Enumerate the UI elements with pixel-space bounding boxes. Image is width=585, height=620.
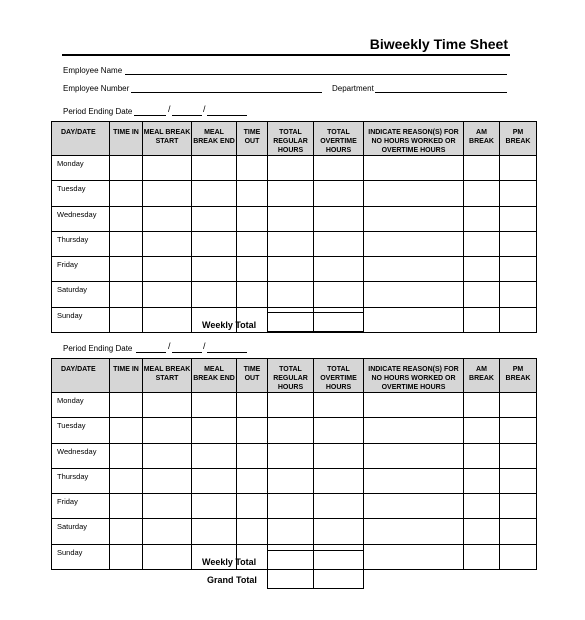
weekly-total-row xyxy=(267,312,364,332)
employee-number-label: Employee Number xyxy=(63,84,130,93)
entry-cell[interactable] xyxy=(464,443,500,468)
column-header: TOTAL OVERTIME HOURS xyxy=(314,122,364,156)
entry-cell[interactable] xyxy=(500,282,537,307)
weekly-overtime-hours-cell[interactable] xyxy=(314,551,364,570)
entry-cell[interactable] xyxy=(237,231,268,256)
entry-cell[interactable] xyxy=(110,181,143,206)
entry-cell[interactable] xyxy=(192,494,237,519)
entry-cell[interactable] xyxy=(464,282,500,307)
week-2-table xyxy=(51,358,537,570)
page-title: Biweekly Time Sheet xyxy=(369,36,508,52)
date-slash: / xyxy=(168,341,171,351)
column-header: INDICATE REASON(S) FOR NO HOURS WORKED OR OVERTIME HOURS xyxy=(364,359,464,393)
entry-cell[interactable] xyxy=(314,156,364,181)
entry-cell[interactable] xyxy=(192,181,237,206)
entry-cell[interactable] xyxy=(314,468,364,493)
entry-cell[interactable] xyxy=(143,519,192,544)
entry-cell[interactable] xyxy=(364,307,464,332)
entry-cell[interactable] xyxy=(268,494,314,519)
column-header: TOTAL REGULAR HOURS xyxy=(268,359,314,393)
column-header: MEAL BREAK END xyxy=(192,122,237,156)
entry-cell[interactable] xyxy=(314,519,364,544)
entry-cell[interactable] xyxy=(500,443,537,468)
day-row xyxy=(52,181,537,206)
column-header: TIME OUT xyxy=(237,122,268,156)
entry-cell[interactable] xyxy=(500,181,537,206)
department-field[interactable] xyxy=(375,92,507,93)
department-label: Department xyxy=(332,84,374,93)
entry-cell[interactable] xyxy=(464,307,500,332)
period-month-field[interactable] xyxy=(134,115,166,116)
entry-cell[interactable] xyxy=(143,307,192,332)
day-label: Saturday xyxy=(52,519,110,544)
day-label: Thursday xyxy=(52,231,110,256)
day-label: Tuesday xyxy=(52,418,110,443)
column-header: MEAL BREAK START xyxy=(143,122,192,156)
entry-cell[interactable] xyxy=(237,156,268,181)
entry-cell[interactable] xyxy=(268,468,314,493)
entry-cell[interactable] xyxy=(143,206,192,231)
entry-cell[interactable] xyxy=(110,393,143,418)
entry-cell[interactable] xyxy=(192,257,237,282)
entry-cell[interactable] xyxy=(364,443,464,468)
entry-cell[interactable] xyxy=(464,206,500,231)
day-row xyxy=(52,231,537,256)
period-month-field[interactable] xyxy=(136,352,166,353)
entry-cell[interactable] xyxy=(192,156,237,181)
entry-cell[interactable] xyxy=(500,156,537,181)
entry-cell[interactable] xyxy=(143,231,192,256)
period-year-field[interactable] xyxy=(207,352,247,353)
entry-cell[interactable] xyxy=(268,443,314,468)
entry-cell[interactable] xyxy=(143,494,192,519)
date-slash: / xyxy=(203,341,206,351)
entry-cell[interactable] xyxy=(143,181,192,206)
entry-cell[interactable] xyxy=(110,257,143,282)
day-row xyxy=(52,257,537,282)
entry-cell[interactable] xyxy=(314,206,364,231)
entry-cell[interactable] xyxy=(314,181,364,206)
day-label: Sunday xyxy=(52,544,110,569)
date-slash: / xyxy=(203,104,206,114)
week-1-table xyxy=(51,121,537,333)
day-row xyxy=(52,156,537,181)
day-row xyxy=(52,494,537,519)
entry-cell[interactable] xyxy=(237,181,268,206)
entry-cell[interactable] xyxy=(364,156,464,181)
column-header: PM BREAK xyxy=(500,359,537,393)
day-label: Thursday xyxy=(52,468,110,493)
entry-cell[interactable] xyxy=(192,519,237,544)
entry-cell[interactable] xyxy=(500,257,537,282)
entry-cell[interactable] xyxy=(364,181,464,206)
entry-cell[interactable] xyxy=(268,519,314,544)
entry-cell[interactable] xyxy=(314,393,364,418)
entry-cell[interactable] xyxy=(237,282,268,307)
day-label: Saturday xyxy=(52,282,110,307)
entry-cell[interactable] xyxy=(364,206,464,231)
day-row xyxy=(52,282,537,307)
entry-cell[interactable] xyxy=(110,282,143,307)
entry-cell[interactable] xyxy=(500,418,537,443)
entry-cell[interactable] xyxy=(464,231,500,256)
column-header: PM BREAK xyxy=(500,122,537,156)
entry-cell[interactable] xyxy=(268,418,314,443)
column-header: DAY/DATE xyxy=(52,359,110,393)
entry-cell[interactable] xyxy=(464,519,500,544)
entry-cell[interactable] xyxy=(143,257,192,282)
day-label: Monday xyxy=(52,393,110,418)
entry-cell[interactable] xyxy=(110,443,143,468)
entry-cell[interactable] xyxy=(364,393,464,418)
column-header: AM BREAK xyxy=(464,122,500,156)
totals-rows xyxy=(267,550,364,589)
column-header: TIME IN xyxy=(110,359,143,393)
period-day-field[interactable] xyxy=(172,352,202,353)
entry-cell[interactable] xyxy=(464,393,500,418)
grand-regular-hours-cell[interactable] xyxy=(268,570,314,589)
column-header: MEAL BREAK START xyxy=(143,359,192,393)
entry-cell[interactable] xyxy=(268,231,314,256)
entry-cell[interactable] xyxy=(192,418,237,443)
entry-cell[interactable] xyxy=(364,257,464,282)
entry-cell[interactable] xyxy=(500,544,537,569)
column-header: AM BREAK xyxy=(464,359,500,393)
column-header: TOTAL REGULAR HOURS xyxy=(268,122,314,156)
entry-cell[interactable] xyxy=(192,468,237,493)
entry-cell[interactable] xyxy=(192,393,237,418)
entry-cell[interactable] xyxy=(464,156,500,181)
employee-name-label: Employee Name xyxy=(63,66,123,75)
entry-cell[interactable] xyxy=(110,468,143,493)
entry-cell[interactable] xyxy=(364,282,464,307)
entry-cell[interactable] xyxy=(192,443,237,468)
entry-cell[interactable] xyxy=(110,544,143,569)
period-year-field[interactable] xyxy=(207,115,247,116)
entry-cell[interactable] xyxy=(237,494,268,519)
day-label: Friday xyxy=(52,494,110,519)
weekly-regular-hours-cell[interactable] xyxy=(268,551,314,570)
entry-cell[interactable] xyxy=(192,206,237,231)
entry-cell[interactable] xyxy=(314,231,364,256)
entry-cell[interactable] xyxy=(237,443,268,468)
entry-cell[interactable] xyxy=(110,494,143,519)
entry-cell[interactable] xyxy=(500,307,537,332)
entry-cell[interactable] xyxy=(143,544,192,569)
grand-overtime-hours-cell[interactable] xyxy=(314,570,364,589)
entry-cell[interactable] xyxy=(143,282,192,307)
entry-cell[interactable] xyxy=(364,494,464,519)
entry-cell[interactable] xyxy=(268,393,314,418)
entry-cell[interactable] xyxy=(268,282,314,307)
entry-cell[interactable] xyxy=(364,519,464,544)
entry-cell[interactable] xyxy=(314,443,364,468)
weekly-total-label: Weekly Total xyxy=(202,320,257,330)
weekly-regular-hours-cell[interactable] xyxy=(268,313,314,332)
entry-cell[interactable] xyxy=(237,468,268,493)
entry-cell[interactable] xyxy=(464,181,500,206)
employee-number-field[interactable] xyxy=(131,92,322,93)
day-row xyxy=(52,468,537,493)
entry-cell[interactable] xyxy=(314,257,364,282)
entry-cell[interactable] xyxy=(364,418,464,443)
day-label: Wednesday xyxy=(52,206,110,231)
day-label: Tuesday xyxy=(52,181,110,206)
day-label: Sunday xyxy=(52,307,110,332)
entry-cell[interactable] xyxy=(143,443,192,468)
entry-cell[interactable] xyxy=(143,156,192,181)
entry-cell[interactable] xyxy=(464,468,500,493)
entry-cell[interactable] xyxy=(464,257,500,282)
entry-cell[interactable] xyxy=(110,156,143,181)
period-ending-label: Period Ending Date xyxy=(63,107,133,116)
employee-name-field[interactable] xyxy=(125,74,507,75)
entry-cell[interactable] xyxy=(500,393,537,418)
day-label: Monday xyxy=(52,156,110,181)
entry-cell[interactable] xyxy=(464,418,500,443)
weekly-overtime-hours-cell[interactable] xyxy=(314,313,364,332)
day-row xyxy=(52,418,537,443)
date-slash: / xyxy=(168,104,171,114)
entry-cell[interactable] xyxy=(500,206,537,231)
column-header: DAY/DATE xyxy=(52,122,110,156)
column-header: TIME IN xyxy=(110,122,143,156)
entry-cell[interactable] xyxy=(364,468,464,493)
entry-cell[interactable] xyxy=(143,393,192,418)
entry-cell[interactable] xyxy=(237,393,268,418)
column-header: TOTAL OVERTIME HOURS xyxy=(314,359,364,393)
day-label: Wednesday xyxy=(52,443,110,468)
column-header: MEAL BREAK END xyxy=(192,359,237,393)
column-header: INDICATE REASON(S) FOR NO HOURS WORKED OR OVERTIME HOURS xyxy=(364,122,464,156)
entry-cell[interactable] xyxy=(237,206,268,231)
day-row xyxy=(52,443,537,468)
entry-cell[interactable] xyxy=(237,418,268,443)
grand-total-label: Grand Total xyxy=(207,575,257,585)
entry-cell[interactable] xyxy=(110,519,143,544)
entry-cell[interactable] xyxy=(268,206,314,231)
entry-cell[interactable] xyxy=(110,231,143,256)
entry-cell[interactable] xyxy=(500,519,537,544)
title-rule xyxy=(62,54,510,56)
entry-cell[interactable] xyxy=(143,468,192,493)
entry-cell[interactable] xyxy=(314,494,364,519)
period-ending-label: Period Ending Date xyxy=(63,344,133,353)
entry-cell[interactable] xyxy=(110,307,143,332)
day-row xyxy=(52,393,537,418)
entry-cell[interactable] xyxy=(110,418,143,443)
entry-cell[interactable] xyxy=(268,156,314,181)
entry-cell[interactable] xyxy=(268,181,314,206)
entry-cell[interactable] xyxy=(192,231,237,256)
entry-cell[interactable] xyxy=(500,468,537,493)
entry-cell[interactable] xyxy=(237,257,268,282)
entry-cell[interactable] xyxy=(500,231,537,256)
column-header: TIME OUT xyxy=(237,359,268,393)
entry-cell[interactable] xyxy=(192,282,237,307)
entry-cell[interactable] xyxy=(237,519,268,544)
day-label: Friday xyxy=(52,257,110,282)
entry-cell[interactable] xyxy=(314,282,364,307)
entry-cell[interactable] xyxy=(364,231,464,256)
entry-cell[interactable] xyxy=(143,418,192,443)
entry-cell[interactable] xyxy=(464,494,500,519)
entry-cell[interactable] xyxy=(464,544,500,569)
period-day-field[interactable] xyxy=(172,115,202,116)
day-row xyxy=(52,206,537,231)
day-row xyxy=(52,519,537,544)
entry-cell[interactable] xyxy=(110,206,143,231)
entry-cell[interactable] xyxy=(364,544,464,569)
weekly-total-label: Weekly Total xyxy=(202,557,257,567)
entry-cell[interactable] xyxy=(314,418,364,443)
entry-cell[interactable] xyxy=(500,494,537,519)
entry-cell[interactable] xyxy=(268,257,314,282)
